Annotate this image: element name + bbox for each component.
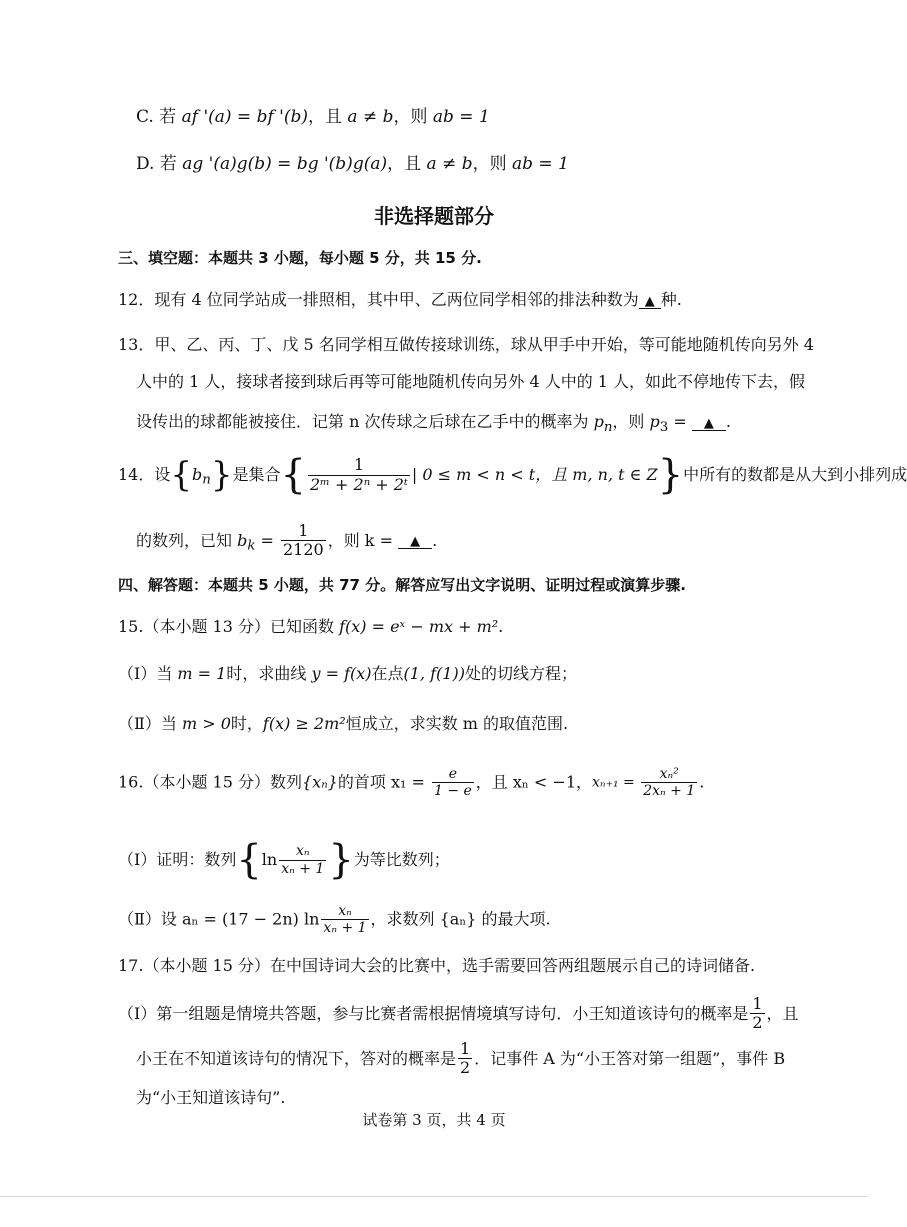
q17-probability-fraction-2: $\frac{1}{2}$: [460, 1039, 471, 1078]
part4-heading: 四、解答题：本题共 5 小题，共 77 分。解答应写出文字说明、证明过程或演算步骤.: [118, 576, 686, 594]
question-17-line-3: 为“小王知道该诗句”.: [136, 1088, 286, 1107]
question-13-line-3: 设传出的球都能被接住．记第 n 次传球之后球在乙手中的概率为 $p_n$，则 $p_3$ = ▲ .: [136, 412, 731, 436]
option-d: D. 若 ag '(a)g(b) = bg '(b)g(a)，且 a ≠ b，则 ab = 1: [136, 154, 569, 174]
question-17-part-1: （Ⅰ）第一组题是情境共答题，参与比赛者需根据情境填写诗句．小王知道该诗句的概率是 $\frac{1}{2}$ ，且: [118, 994, 799, 1033]
question-15-part-2: （Ⅱ）当 m > 0时，f(x) ≥ 2m²恒成立，求实数 m 的取值范围.: [118, 714, 569, 733]
question-13-line-1: 13．甲、乙、丙、丁、戊 5 名同学相互做传接球训练，球从甲手中开始，等可能地随机传向另外 4: [118, 335, 814, 354]
question-14-line-1: 14．设$\{b_n\}$是集合{ $\frac{1}{\text{2ᵐ + 2ⁿ + 2ᵗ}}$ | 0 ≤ m < n < t，且 m, n, t ∈ Z}中所有的数都是从大到小排列成: [118, 452, 907, 498]
q13-answer-blank: ▲: [692, 414, 726, 431]
question-15: 15.（本小题 13 分）已知函数 f(x) = eˣ − mx + m².: [118, 617, 504, 636]
question-13-line-2: 人中的 1 人，接球者接到球后再等可能地随机传向另外 4 人中的 1 人，如此不停地传下去，假: [136, 372, 806, 391]
question-14-line-2: 的数列，已知 $b_k$ = $\frac{1}{2120}$ ，则 k = ▲ .: [136, 521, 438, 560]
part3-heading: 三、填空题：本题共 3 小题，每小题 5 分，共 15 分.: [118, 249, 482, 267]
page-footer: 试卷第 3 页，共 4 页: [362, 1111, 506, 1129]
q16-first-term-fraction: $\frac{e}{1 - e}$: [433, 766, 472, 800]
q12-answer-blank: ▲: [639, 292, 661, 309]
q14-value-fraction: $\frac{1}{2120}$: [283, 521, 324, 560]
option-d-label: D.: [136, 154, 155, 174]
question-12: 12．现有 4 位同学站成一排照相，其中甲、乙两位同学相邻的排法种数为 ▲ 种.: [118, 290, 682, 309]
question-17-line-2: 小王在不知道该诗句的情况下，答对的概率是 $\frac{1}{2}$ ．记事件 A 为“小王答对第一组题”，事件 B: [136, 1039, 786, 1078]
section-title: 非选择题部分: [374, 204, 494, 228]
question-16-part-1: （Ⅰ）证明：数列{ln $\frac{\text{xₙ}}{\text{xₙ + 1}}$ }为等比数列；: [118, 837, 450, 883]
q17-probability-fraction-1: $\frac{1}{2}$: [752, 994, 763, 1033]
q16-recurrence-fraction: $\frac{\text{xₙ²}}{\text{2xₙ + 1}}$: [643, 766, 696, 800]
option-d-formula: ag '(a)g(b) = bg '(b)g(a): [182, 154, 388, 174]
q16-ln-fraction: $\frac{\text{xₙ}}{\text{xₙ + 1}}$: [281, 843, 325, 877]
question-17: 17.（本小题 15 分）在中国诗词大会的比赛中，选手需要回答两组题展示自己的诗词储备.: [118, 956, 756, 975]
q14-set-fraction: $\frac{1}{\text{2ᵐ + 2ⁿ + 2ᵗ}}$: [309, 455, 408, 494]
question-16-part-2: （Ⅱ）设 aₙ = (17 − 2n) ln $\frac{\text{xₙ}}{\text{xₙ + 1}}$ ，求数列 {aₙ} 的最大项.: [118, 903, 551, 937]
bottom-divider: [0, 1196, 868, 1197]
q16-an-fraction: $\frac{\text{xₙ}}{\text{xₙ + 1}}$: [323, 903, 367, 937]
option-c-formula: af '(a) = bf '(b): [181, 107, 308, 127]
q14-answer-blank: ▲: [398, 532, 432, 549]
option-c: C. 若 af '(a) = bf '(b)，且 a ≠ b，则 ab = 1: [136, 107, 490, 127]
question-15-part-1: （Ⅰ）当 m = 1时，求曲线 y = f(x)在点(1, f(1))处的切线方程；: [118, 664, 577, 683]
option-c-label: C.: [136, 107, 154, 127]
question-16: 16.（本小题 15 分）数列{xₙ}的首项 x₁ = $\frac{e}{1 - e}$ ，且 xₙ < −1，xₙ₊₁ = $\frac{\text{xₙ²}}{\text{2xₙ + 1}}$ .: [118, 766, 705, 800]
